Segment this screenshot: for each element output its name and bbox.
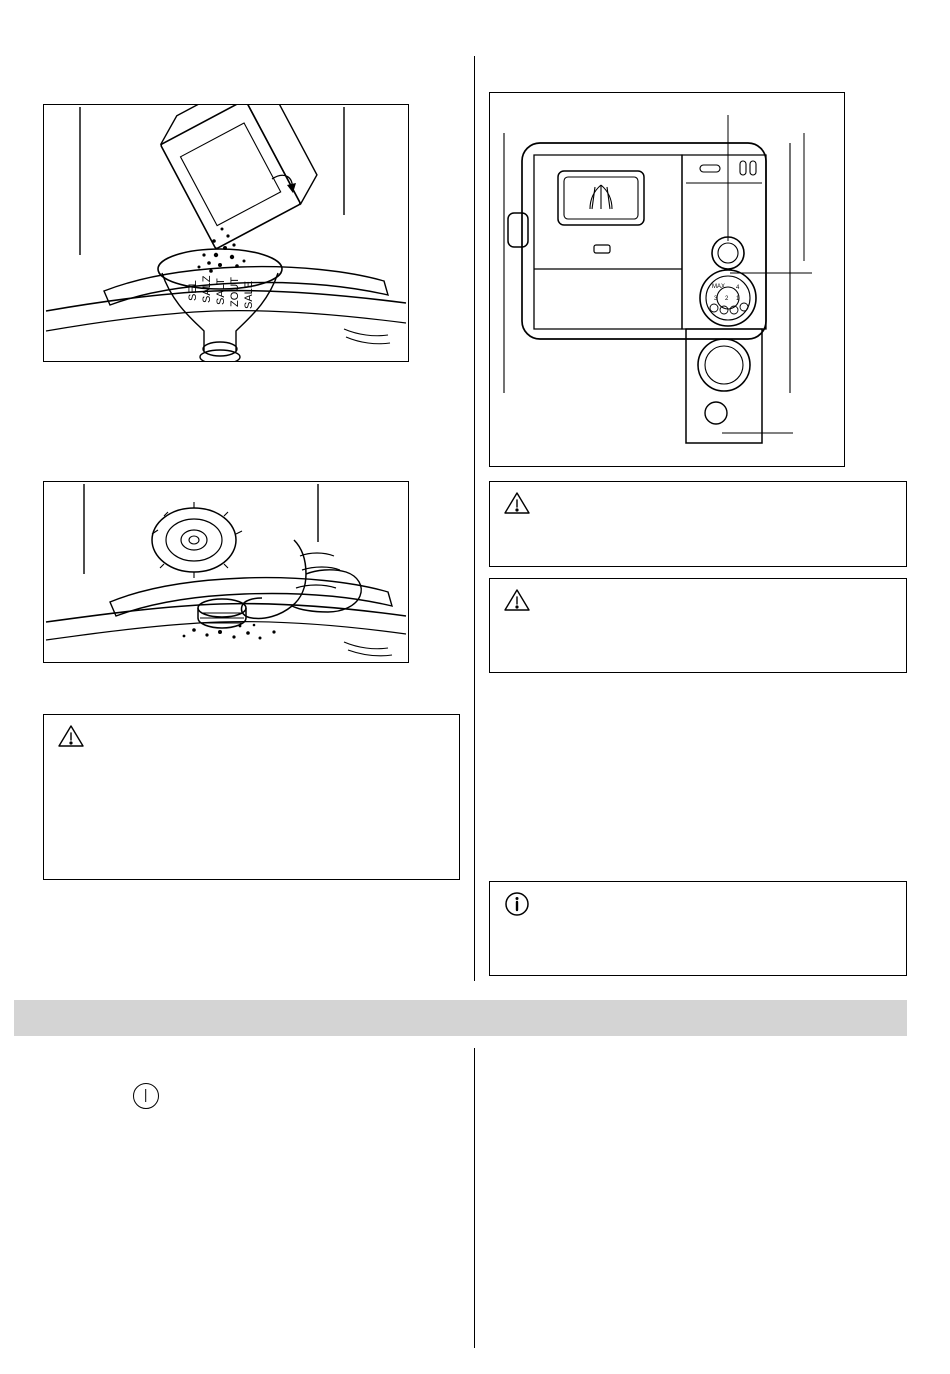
svg-text:SALZ: SALZ <box>201 275 213 303</box>
column-divider <box>474 56 475 981</box>
svg-text:3: 3 <box>714 296 718 302</box>
warning-triangle-icon <box>504 491 530 515</box>
svg-text:4: 4 <box>736 285 740 291</box>
warning-box-left <box>43 714 460 880</box>
figure-detergent-dispenser <box>489 92 845 467</box>
svg-text:SALE: SALE <box>243 280 255 309</box>
svg-text:MAX: MAX <box>712 284 726 290</box>
svg-text:ZOUT: ZOUT <box>229 277 241 307</box>
figure-wipe-spilled-salt <box>43 481 409 663</box>
svg-text:1: 1 <box>736 296 740 302</box>
column-divider-lower <box>474 1048 475 1348</box>
information-icon <box>504 891 530 915</box>
power-on-off-symbol <box>133 1083 159 1109</box>
warning-box-right-2 <box>489 578 907 673</box>
figure-salt-filling <box>43 104 409 362</box>
warning-box-right-1 <box>489 481 907 567</box>
info-box-right <box>489 881 907 976</box>
warning-triangle-icon <box>504 588 530 612</box>
svg-text:SALT: SALT <box>215 278 227 305</box>
warning-triangle-icon <box>58 724 84 748</box>
svg-text:SEL: SEL <box>187 280 199 301</box>
svg-text:2: 2 <box>725 296 729 302</box>
section-heading-bar <box>14 1000 907 1036</box>
